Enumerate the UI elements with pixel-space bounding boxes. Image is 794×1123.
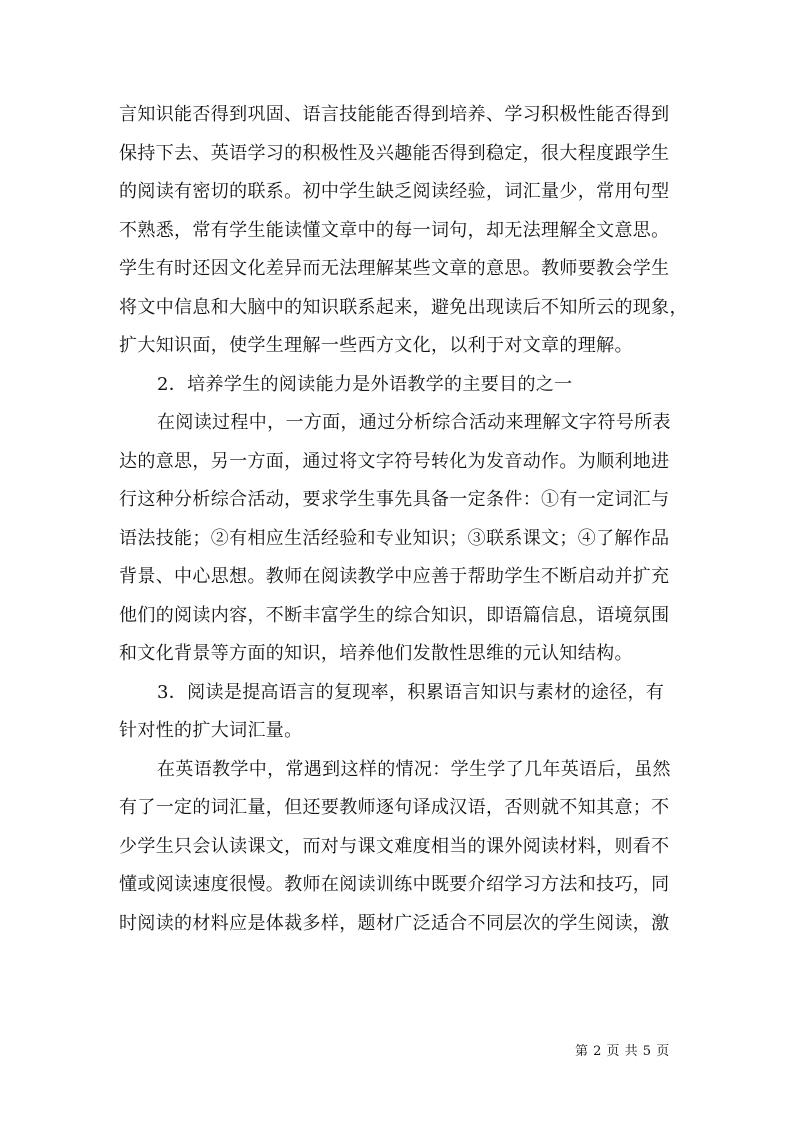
text-line: 少学生只会认读课文，而对与课文难度相当的课外阅读材料，则看不 <box>119 835 670 857</box>
text-line: 有了一定的词汇量，但还要教师逐句译成汉语，否则就不知其意；不 <box>119 797 670 818</box>
text-line: 将文中信息和大脑中的知识联系起来，避免出现读后不知所云的现象， <box>119 296 688 318</box>
text-line: 不熟悉，常有学生能读懂文章中的每一词句，却无法理解全文意思。 <box>119 219 670 241</box>
text-line: 时阅读的材料应是体裁多样，题材广泛适合不同层次的学生阅读，激 <box>119 912 670 934</box>
text-line: 懂或阅读速度很慢。教师在阅读训练中既要介绍学习方法和技巧，同 <box>119 874 670 895</box>
text-line: 他们的阅读内容，不断丰富学生的综合知识，即语篇信息，语境氛围 <box>119 604 670 626</box>
body-text <box>119 96 688 943</box>
page-number: 第 2 页 共 5 页 <box>575 1044 670 1059</box>
text-line: 语法技能；②有相应生活经验和专业知识；③联系课文；④了解作品 <box>119 527 670 549</box>
text-line: 扩大知识面，使学生理解一些西方文化，以利于对文章的理解。 <box>119 335 633 356</box>
text-line: 学生有时还因文化差异而无法理解某些文章的意思。教师要教会学生 <box>119 258 670 279</box>
text-line: 的阅读有密切的联系。初中学生缺乏阅读经验，词汇量少，常用句型 <box>119 181 670 202</box>
text-line: 3．阅读是提高语言的复现率，积累语言知识与素材的途径，有 <box>157 681 665 703</box>
text-line: 和文化背景等方面的知识，培养他们发散性思维的元认知结构。 <box>119 643 633 664</box>
text-line: 达的意思，另一方面，通过将文字符号转化为发音动作。为顺利地进 <box>119 450 670 472</box>
text-line: 在阅读过程中，一方面，通过分析综合活动来理解文字符号所表 <box>157 412 671 433</box>
text-line: 2．培养学生的阅读能力是外语教学的主要目的之一 <box>157 373 573 395</box>
text-line: 行这种分析综合活动，要求学生事先具备一定条件：①有一定词汇与 <box>119 489 670 510</box>
text-line: 背景、中心思想。教师在阅读教学中应善于帮助学生不断启动并扩充 <box>119 566 670 587</box>
text-line: 保持下去、英语学习的积极性及兴趣能否得到稳定，很大程度跟学生 <box>119 142 670 164</box>
text-line: 在英语教学中，常遇到这样的情况：学生学了几年英语后，虽然 <box>157 758 671 780</box>
text-line: 言知识能否得到巩固、语言技能能否得到培养、学习积极性能否得到 <box>119 104 670 125</box>
text-line: 针对性的扩大词汇量。 <box>119 720 303 741</box>
